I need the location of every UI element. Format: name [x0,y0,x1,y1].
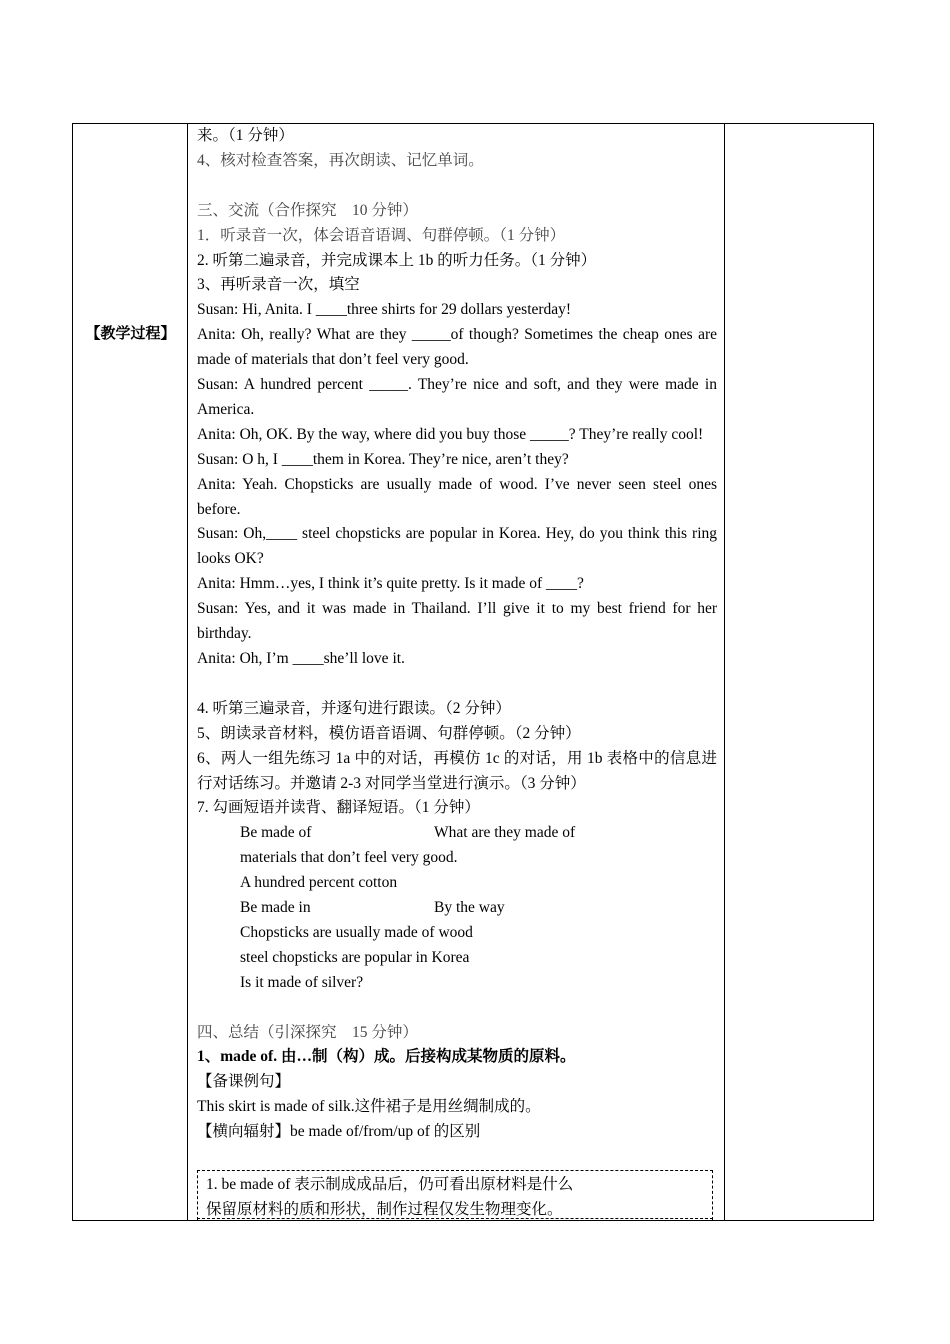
section-title: 四、总结（引深探究 15 分钟） [197,1023,418,1041]
text-line: This skirt is made of silk.这件裙子是用丝绸制成的。 [197,1098,541,1116]
column-divider [724,124,725,1220]
dialogue-line: Anita: Yeah. Chopsticks are usually made of wood. I’ve never seen steel ones before. [197,475,717,518]
phrase-row [197,821,717,846]
lesson-table [72,123,874,1221]
dialogue-line: Susan: Oh,____ steel chopsticks are popular in Korea. Hey, do you think this ring looks OK? [197,525,717,568]
dialogue-line: Susan: Yes, and it was made in Thailand. I’ll give it to my best friend for her birthday. [197,600,717,643]
column-divider [187,124,188,1220]
dialogue-line: Anita: Oh, OK. By the way, where did you buy those _____? They’re really cool! [197,425,704,443]
phrase: Be made in [240,899,311,917]
dialogue-line: Anita: Hmm…yes, I think it’s quite pretty. Is it made of ____? [197,575,584,593]
dialogue-line: Susan: Hi, Anita. I ____three shirts for 29 dollars yesterday! [197,301,572,319]
note-line: 1. be made of 表示制成成品后，仍可看出原材料是什么 [206,1176,574,1193]
phrase: A hundred percent cotton [240,874,398,892]
phrase: By the way [434,899,505,917]
phrase: Chopsticks are usually made of wood [240,923,473,941]
dialogue-line: Susan: A hundred percent _____. They’re nice and soft, and they were made in America. [197,376,717,418]
phrase: materials that don’t feel very good. [240,849,458,867]
note-line: 保留原材料的质和形状，制作过程仅发生物理变化。 [206,1200,563,1218]
text-line: 【横向辐射】be made of/from/up of 的区别 [197,1123,481,1141]
phrase: steel chopsticks are popular in Korea [240,948,470,966]
text-line: 4、核对检查答案，再次朗读、记忆单词。 [197,151,484,169]
text-line: 1．听录音一次，体会语音语调、句群停顿。（1 分钟） [197,226,566,244]
text-line: 7. 勾画短语并读背、翻译短语。（1 分钟） [197,799,480,817]
dialogue-line: Anita: Oh, really? What are they _____of though? Sometimes the cheap ones are made of materials that don’t feel very good. [197,326,717,369]
note-box [197,1170,713,1220]
phrase: What are they made of [434,824,576,842]
section-title: 三、交流（合作探究 10 分钟） [197,201,418,219]
text-line: 来。（1 分钟） [197,127,294,144]
dialogue-line: Anita: Oh, I’m ____she’ll love it. [197,650,405,668]
text-line: 【备课例句】 [197,1073,291,1091]
text-line: 6、两人一组先练习 1a 中的对话，再模仿 1c 的对话，用 1b 表格中的信息进行对话练习。并邀请 2-3 对同学当堂进行演示。（3 分钟） [197,749,717,792]
dialogue-line: Susan: O h, I ____them in Korea. They’re nice, aren’t they? [197,450,569,468]
text-line: 3、再听录音一次，填空 [197,276,360,294]
lesson-content [197,124,717,1145]
text-line: 1、made of. 由…制（构）成。后接构成某物质的原料。 [197,1048,576,1066]
divider [197,1218,713,1219]
row-label: 【教学过程】 [85,324,176,342]
text-line: 5、朗读录音材料，模仿语音语调、句群停顿。（2 分钟） [197,724,581,742]
phrase-row [197,896,717,921]
text-line: 4. 听第三遍录音，并逐句进行跟读。（2 分钟） [197,699,511,717]
phrase: Be made of [240,824,312,842]
phrase: Is it made of silver? [240,973,364,991]
text-line: 2. 听第二遍录音，并完成课本上 1b 的听力任务。（1 分钟） [197,251,597,269]
